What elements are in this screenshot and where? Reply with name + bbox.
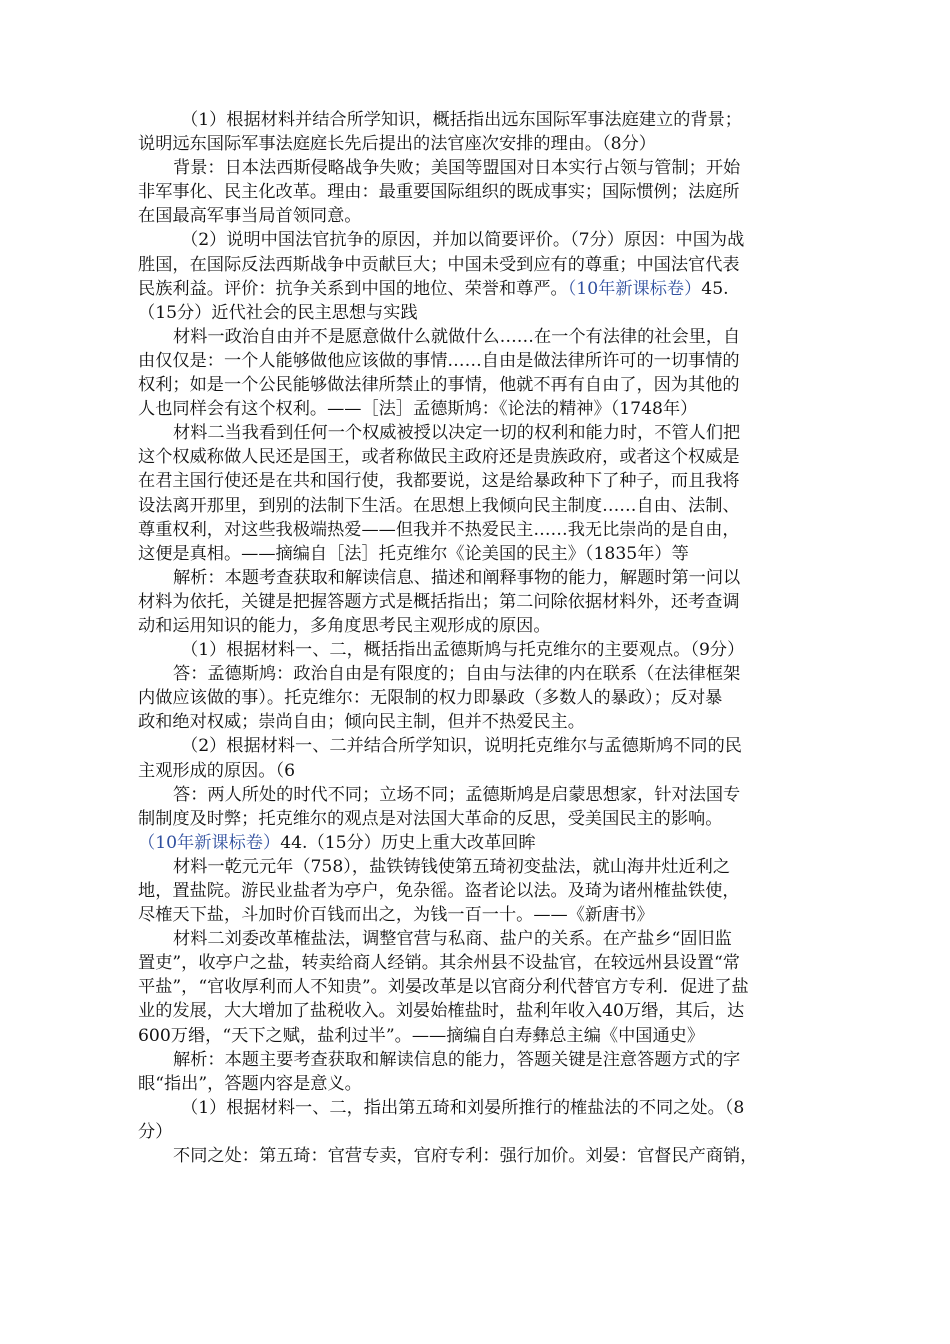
- line-text: 眼“指出”，答题内容是意义。: [138, 1073, 362, 1094]
- text-line: [138, 566, 818, 590]
- text-line: [138, 132, 818, 156]
- text-line: [138, 1096, 818, 1120]
- text-line: [138, 469, 818, 493]
- line-text: （2）说明中国法官抗争的原因，并加以简要评价。（7分）原因：中国为战: [181, 230, 745, 251]
- line-text: 民族利益。评价：抗争关系到中国的地位、荣誉和尊严。: [138, 278, 568, 299]
- line-text: 尊重权利，对这些我极端热爱——但我并不热爱民主……我无比崇尚的是自由，: [138, 519, 740, 540]
- line-text: 非军事化、民主化改革。理由：最重要国际组织的既成事实；国际惯例；法庭所: [138, 182, 740, 203]
- line-text: （1）根据材料一、二，概括指出孟德斯鸠与托克维尔的主要观点。（9分）: [181, 640, 745, 661]
- line-text: 在国最高军事当局首领同意。: [138, 206, 362, 227]
- text-line: [138, 180, 818, 204]
- line-text: 材料一乾元元年（758），盐铁铸钱使第五琦初变盐法，就山海井灶近利之: [173, 856, 731, 877]
- text-line: [138, 373, 818, 397]
- text-line: [138, 421, 818, 445]
- text-line: [138, 494, 818, 518]
- line-text: 答：两人所处的时代不同；立场不同；孟德斯鸠是启蒙思想家，针对法国专: [173, 784, 741, 805]
- text-line: [138, 397, 818, 421]
- text-line: [138, 518, 818, 542]
- line-text: 材料为依托，关键是把握答题方式是概括指出；第二问除依据材料外，还考查调: [138, 591, 740, 612]
- line-text: 材料二当我看到任何一个权威被授以决定一切的权利和能力时，不管人们把: [173, 423, 741, 444]
- text-line: [138, 1144, 818, 1168]
- line-text: 地，置盐院。游民业盐者为亭户，免杂徭。盗者论以法。及琦为诸州榷盐铁使，: [138, 881, 740, 901]
- line-text: 人也同样会有这个权利。——［法］孟德斯鸠：《论法的精神》（1748年）: [138, 399, 698, 420]
- text-line: [138, 638, 818, 662]
- text-line: [138, 349, 818, 373]
- source-citation: （10年新课标卷）: [567, 278, 702, 299]
- line-text: 权利；如是一个公民能够做法律所禁止的事情，他就不再有自由了，因为其他的: [138, 375, 740, 396]
- line-text: 尽榷天下盐，斗加时价百钱而出之，为钱一百一十。——《新唐书》: [138, 905, 654, 926]
- line-text: 不同之处：第五琦：官营专卖，官府专利：强行加价。刘晏：官督民产商销，: [173, 1146, 758, 1167]
- text-line: [138, 445, 818, 469]
- line-text: （2）根据材料一、二并结合所学知识，说明托克维尔与孟德斯鸠不同的民: [181, 736, 742, 757]
- line-text: 业的发展，大大增加了盐税收入。刘晏始榷盐时，盐利年收入40万缗，其后，达: [138, 1001, 745, 1022]
- line-text: 设法离开那里，到别的法制下生活。在思想上我倾向民主制度……自由、法制、: [138, 495, 740, 516]
- text-line: [138, 325, 818, 349]
- text-line: [138, 253, 818, 277]
- text-line: [138, 831, 818, 855]
- line-text: 背景：日本法西斯侵略战争失败；美国等盟国对日本实行占领与管制；开始: [173, 158, 741, 179]
- document-page: [138, 108, 818, 1168]
- text-line: [138, 1048, 818, 1072]
- text-line: [138, 927, 818, 951]
- line-text: 44.（15分）历史上重大改革回眸: [280, 832, 536, 853]
- line-text: 置吏”，收亭户之盐，转卖给商人经销。其余州县不设盐官，在较远州县设置“常: [138, 953, 740, 974]
- text-line: [138, 590, 818, 614]
- line-text: 由仅仅是：一个人能够做他应该做的事情……自由是做法律所许可的一切事情的: [138, 350, 740, 371]
- text-line: [138, 1072, 818, 1096]
- line-text: 胜国，在国际反法西斯战争中贡献巨大；中国未受到应有的尊重；中国法官代表: [138, 254, 740, 275]
- line-text: （1）根据材料并结合所学知识，概括指出远东国际军事法庭建立的背景；: [181, 110, 742, 130]
- text-line: [138, 807, 818, 831]
- text-line: [138, 879, 818, 903]
- line-text: 主观形成的原因。（6: [138, 760, 296, 781]
- line-text: 这个权威称做人民还是国王，或者称做民主政府还是贵族政府，或者这个权威是: [138, 447, 740, 468]
- text-line: [138, 108, 818, 132]
- line-text: 解析：本题考查获取和解读信息、描述和阐释事物的能力，解题时第一问以: [173, 567, 741, 588]
- text-line: [138, 686, 818, 710]
- text-line: [138, 903, 818, 927]
- text-line: [138, 783, 818, 807]
- text-line: [138, 951, 818, 975]
- line-text: 45.: [701, 278, 729, 299]
- line-text: 600万缗，“天下之赋，盐利过半”。——摘编自白寿彝总主编《中国通史》: [138, 1025, 705, 1046]
- line-text: 材料一政治自由并不是愿意做什么就做什么……在一个有法律的社会里，自: [173, 326, 741, 347]
- line-text: 内做应该做的事）。托克维尔：无限制的权力即暴政（多数人的暴政）；反对暴: [138, 688, 723, 709]
- line-text: 这便是真相。——摘编自［法］托克维尔《论美国的民主》（1835年）等: [138, 543, 689, 564]
- text-line: [138, 662, 818, 686]
- line-text: 在君主国行使还是在共和国行使，我都要说，这是给暴政种下了种子，而且我将: [138, 471, 740, 492]
- text-line: [138, 204, 818, 228]
- line-text: 平盐”，“官收厚利而人不知贵”。刘晏改革是以官商分利代替官方专利．促进了盐: [138, 977, 749, 998]
- line-text: 解析：本题主要考查获取和解读信息的能力，答题关键是注意答题方式的字: [173, 1049, 741, 1070]
- line-text: 材料二刘委改革榷盐法，调整官营与私商、盐户的关系。在产盐乡“固旧监: [173, 929, 732, 950]
- line-text: （15分）近代社会的民主思想与实践: [138, 302, 418, 323]
- text-line: [138, 156, 818, 180]
- text-line: [138, 301, 818, 325]
- text-line: [138, 759, 818, 783]
- text-line: [138, 228, 818, 252]
- line-text: 动和运用知识的能力，多角度思考民主观形成的原因。: [138, 615, 551, 636]
- text-line: [138, 855, 818, 879]
- line-text: 政和绝对权威；崇尚自由；倾向民主制，但并不热爱民主。: [138, 712, 585, 733]
- text-line: [138, 1120, 818, 1144]
- text-line: [138, 734, 818, 758]
- text-line: [138, 277, 818, 301]
- text-line: [138, 975, 818, 999]
- text-line: [138, 542, 818, 566]
- line-text: 制制度及时弊；托克维尔的观点是对法国大革命的反思，受美国民主的影响。: [138, 808, 723, 829]
- text-line: [138, 710, 818, 734]
- text-line: [138, 614, 818, 638]
- line-text: （1）根据材料一、二，指出第五琦和刘晏所推行的榷盐法的不同之处。（8: [181, 1097, 745, 1118]
- line-text: 说明远东国际军事法庭庭长先后提出的法官座次安排的理由。（8分）: [138, 134, 656, 155]
- line-text: 答：孟德斯鸠：政治自由是有限度的；自由与法律的内在联系（在法律框架: [173, 664, 741, 685]
- text-line: [138, 1024, 818, 1048]
- text-line: [138, 999, 818, 1023]
- line-text: 分）: [138, 1121, 173, 1142]
- source-citation: （10年新课标卷）: [138, 832, 281, 853]
